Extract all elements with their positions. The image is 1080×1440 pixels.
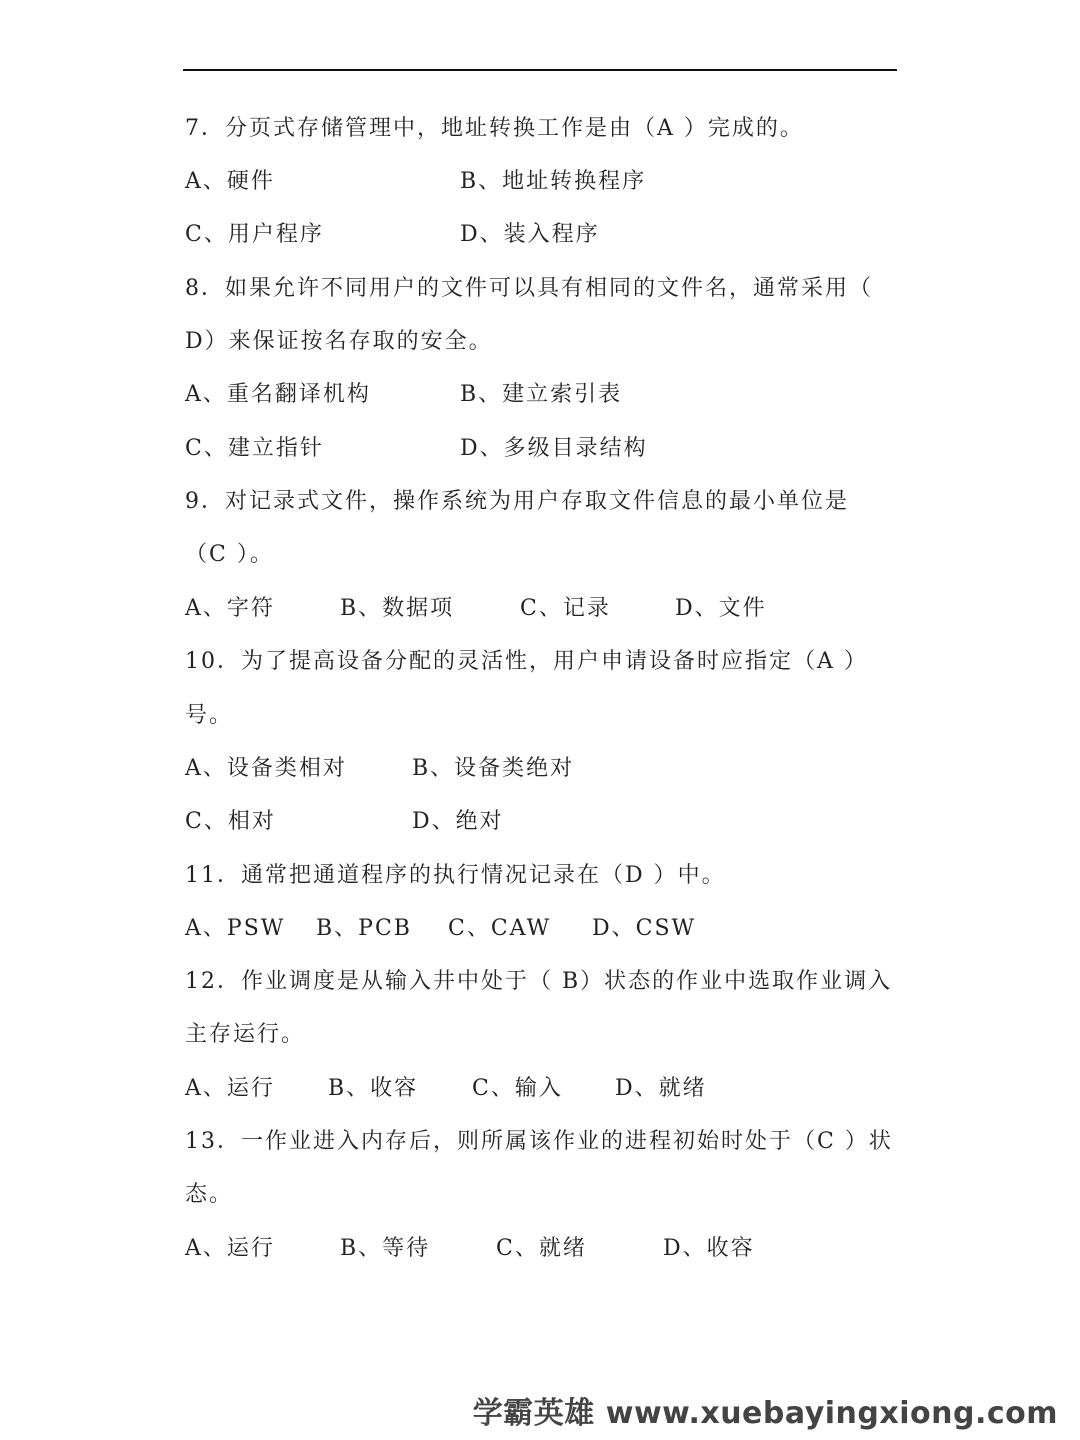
question-10-option-b: B、设备类绝对 [412,756,575,781]
question-12-stem-line-1: 12．作业调度是从输入井中处于（ B）状态的作业中选取作业调入 [185,969,893,994]
question-8-option-a: A、重名翻译机构 [185,382,371,407]
question-9-option-a: A、字符 [185,596,275,621]
question-11-option-a: A、PSW [185,916,286,941]
question-7-option-b: B、地址转换程序 [460,169,647,194]
question-9-option-d: D、文件 [675,596,767,621]
site-watermark: 学霸英雄 www.xuebayingxiong.com [472,1396,1058,1431]
question-12-option-b: B、收容 [328,1076,419,1101]
question-13-stem-line-1: 13．一作业进入内存后，则所属该作业的进程初始时处于（C ）状 [185,1129,893,1154]
question-8-stem-line-1: 8．如果允许不同用户的文件可以具有相同的文件名，通常采用（ [185,276,873,301]
question-8-option-d: D、多级目录结构 [460,436,648,461]
question-10-stem-line-2: 号。 [185,703,234,728]
question-8-stem-line-2: D）来保证按名存取的安全。 [185,329,493,354]
question-10-option-c: C、相对 [185,809,276,834]
question-11-option-c: C、CAW [448,916,552,941]
question-7-option-d: D、装入程序 [460,222,600,247]
question-9-option-c: C、记录 [520,596,611,621]
question-9-stem-line-1: 9．对记录式文件，操作系统为用户存取文件信息的最小单位是 [185,489,849,514]
question-7-stem: 7．分页式存储管理中，地址转换工作是由（A ）完成的。 [185,116,804,141]
question-7-option-a: A、硬件 [185,169,275,194]
question-12-option-a: A、运行 [185,1076,275,1101]
question-12-option-d: D、就绪 [615,1076,707,1101]
question-10-option-a: A、设备类相对 [185,756,347,781]
question-10-stem-line-1: 10．为了提高设备分配的灵活性，用户申请设备时应指定（A ） [185,649,868,674]
question-9-option-b: B、数据项 [340,596,455,621]
question-13-stem-line-2: 态。 [185,1182,234,1207]
question-9-stem-line-2: （C ）。 [185,542,274,567]
question-10-option-d: D、绝对 [412,809,504,834]
question-11-stem: 11．通常把通道程序的执行情况记录在（D ）中。 [185,863,726,888]
question-11-option-d: D、CSW [592,916,697,941]
question-13-option-b: B、等待 [340,1236,431,1261]
question-12-option-c: C、输入 [472,1076,563,1101]
question-13-option-d: D、收容 [663,1236,755,1261]
header-rule [183,69,897,71]
question-13-option-a: A、运行 [185,1236,275,1261]
question-8-option-c: C、建立指针 [185,436,324,461]
question-8-option-b: B、建立索引表 [460,382,623,407]
question-13-option-c: C、就绪 [496,1236,587,1261]
question-12-stem-line-2: 主存运行。 [185,1022,306,1047]
question-7-option-c: C、用户程序 [185,222,324,247]
question-11-option-b: B、PCB [316,916,412,941]
